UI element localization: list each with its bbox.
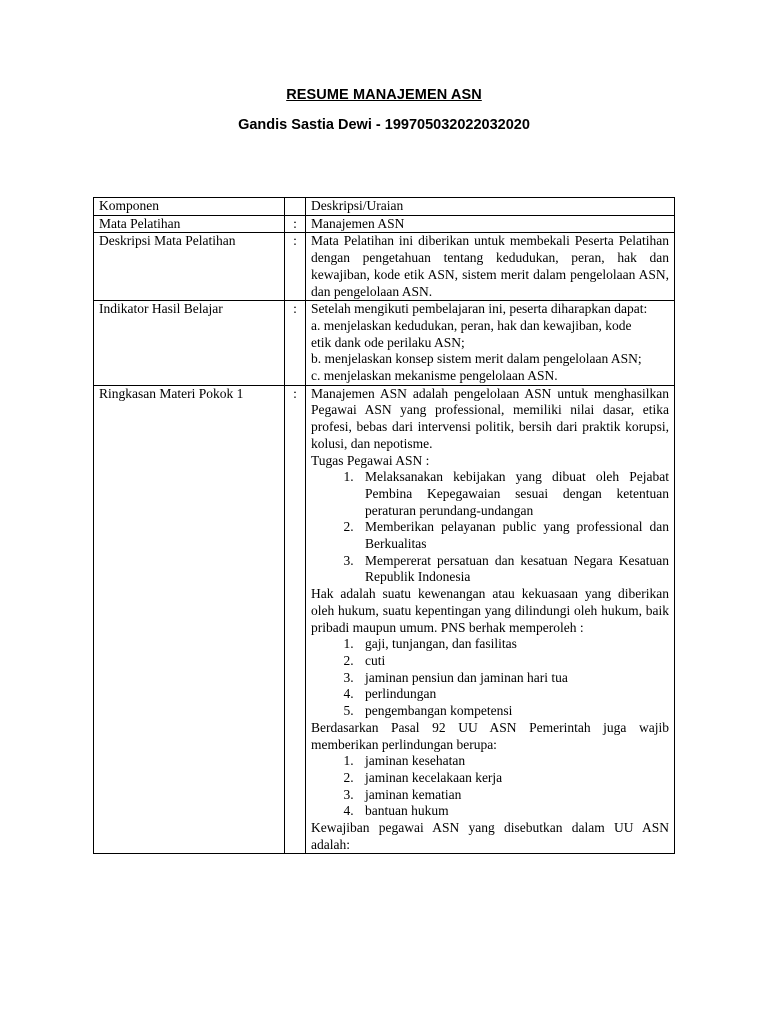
row-label: Mata Pelatihan	[94, 215, 285, 233]
table-row	[94, 301, 675, 386]
row-colon: :	[285, 233, 306, 301]
indikator-line: Setelah mengikuti pembelajaran ini, peserta diharapkan dapat:	[311, 301, 648, 317]
row-desc: Mata Pelatihan ini diberikan untuk membekali Peserta Pelatihan dengan pengetahuan tentang kedudukan, peran, hak dan kewajiban, kode etik ASN, sistem merit dalam pengelolaan ASN, dan pengelolaan ASN.	[306, 233, 675, 301]
row-colon: :	[285, 215, 306, 233]
document-subtitle: Gandis Sastia Dewi - 199705032022032020	[238, 117, 530, 133]
header-deskripsi: Deskripsi/Uraian	[306, 198, 675, 216]
tugas-list	[311, 469, 669, 586]
perlindungan-list	[311, 753, 669, 820]
row-desc: Manajemen ASN	[306, 215, 675, 233]
list-item: 3. jaminan pensiun dan jaminan hari tua	[357, 670, 669, 687]
list-item: 4. bantuan hukum	[357, 803, 669, 820]
row-desc	[306, 301, 675, 386]
row-label: Ringkasan Materi Pokok 1	[94, 385, 285, 854]
indikator-line: a. menjelaskan kedudukan, peran, hak dan kewajiban, kode	[311, 317, 632, 333]
header-komponen: Komponen	[94, 198, 285, 216]
list-item: 2. cuti	[357, 653, 669, 670]
tugas-heading: Tugas Pegawai ASN :	[311, 452, 430, 468]
hak-list	[311, 636, 669, 720]
hak-intro: Hak adalah suatu kewenangan atau kekuasaan yang diberikan oleh hukum, suatu kepentingan yang dilindungi oleh hukum, baik pribadi maupun umum. PNS berhak memperoleh :	[311, 586, 669, 635]
table-row	[94, 233, 675, 301]
header-colon	[285, 198, 306, 216]
list-item: 3. jaminan kematian	[357, 787, 669, 804]
kewajiban-intro: Kewajiban pegawai ASN yang disebutkan dalam UU ASN adalah:	[311, 820, 669, 852]
table-row	[94, 385, 675, 854]
list-item: 1. gaji, tunjangan, dan fasilitas	[357, 636, 669, 653]
row-colon: :	[285, 385, 306, 854]
indikator-line: c. menjelaskan mekanisme pengelolaan ASN.	[311, 368, 558, 384]
pasal-intro: Berdasarkan Pasal 92 UU ASN Pemerintah juga wajib memberikan perlindungan berupa:	[311, 719, 669, 752]
table-row	[94, 215, 675, 233]
list-item: 3. Mempererat persatuan dan kesatuan Negara Kesatuan Republik Indonesia	[357, 553, 669, 586]
list-item: 5. pengembangan kompetensi	[357, 703, 669, 720]
indikator-line: b. menjelaskan konsep sistem merit dalam pengelolaan ASN;	[311, 351, 642, 367]
row-label: Indikator Hasil Belajar	[94, 301, 285, 386]
materi-intro: Manajemen ASN adalah pengelolaan ASN untuk menghasilkan Pegawai ASN yang professional, memiliki nilai dasar, etika profesi, bebas dari intervensi politik, bersih dari praktik korupsi, kolusi, dan nepotisme.	[311, 385, 669, 451]
row-label: Deskripsi Mata Pelatihan	[94, 233, 285, 301]
indikator-line: etik dank ode perilaku ASN;	[311, 334, 465, 350]
list-item: 1. Melaksanakan kebijakan yang dibuat oleh Pejabat Pembina Kepegawaian sesuai dengan ketentuan peraturan perundang-undangan	[357, 469, 669, 519]
list-item: 4. perlindungan	[357, 686, 669, 703]
table-header-row	[94, 198, 675, 216]
list-item: 1. jaminan kesehatan	[357, 753, 669, 770]
list-item: 2. jaminan kecelakaan kerja	[357, 770, 669, 787]
resume-table	[93, 197, 675, 854]
list-item: 2. Memberikan pelayanan public yang professional dan Berkualitas	[357, 519, 669, 552]
row-colon: :	[285, 301, 306, 386]
row-desc	[306, 385, 675, 854]
document-title: RESUME MANAJEMEN ASN	[286, 87, 482, 103]
